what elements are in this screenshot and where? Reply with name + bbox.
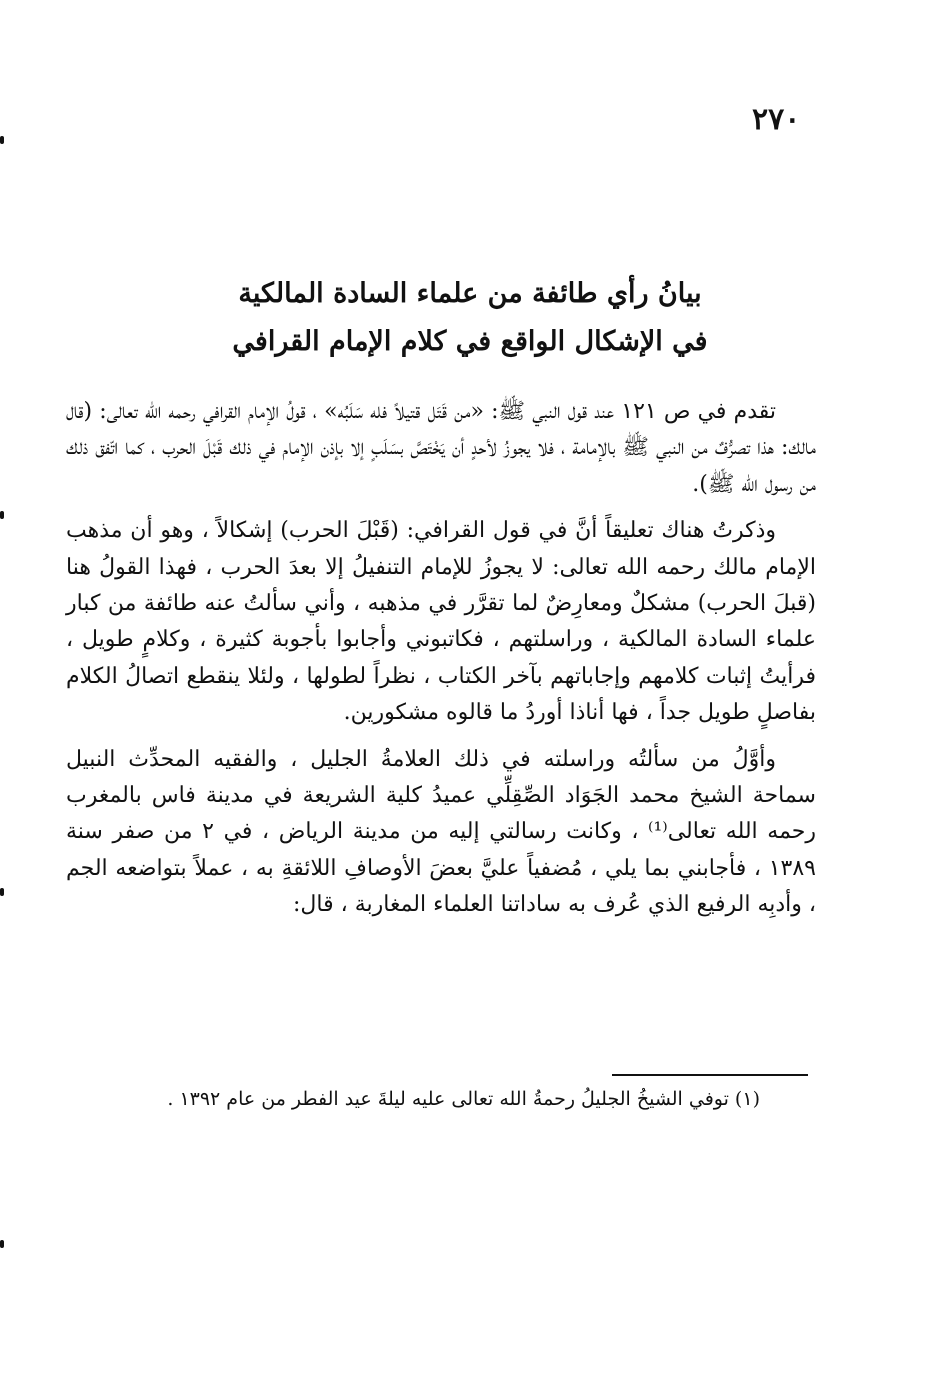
body-text bbox=[66, 394, 816, 934]
scan-edge-mark bbox=[0, 888, 4, 896]
paragraph-3: وأوَّلُ من سألتُه وراسلته في ذلك العلامةُ الجليل ، والفقيه المحدِّث النبيل سماحة الشيخ محمد الجَوَاد الصِّقِلِّي عميدُ كلية الشريعة في مدينة فاس بالمغرب رحمه الله تعالى⁽¹⁾ ، وكانت رسالتي إليه من مدينة الرياض ، في ٢ من صفر سنة ١٣٨٩ ، فأجابني بما يلي ، مُضفياً عليَّ بعضَ الأوصافِ اللائقةِ به ، عملاً بتواضعه الجم ، وأدبِه الرفيع الذي عُرف به ساداتنا العلماء المغاربة ، قال: bbox=[66, 746, 817, 918]
page-number: ٢٧٠ bbox=[752, 102, 801, 137]
footnote-divider bbox=[612, 1074, 808, 1076]
scan-edge-mark bbox=[0, 136, 4, 144]
scan-edge-mark bbox=[0, 511, 4, 519]
chapter-title bbox=[120, 270, 820, 366]
paragraph-2: وذكرتُ هناك تعليقاً أنَّ في قول القرافي: (قَبْلَ الحرب) إشكالاً ، وهو أن مذهب الإمام مالك رحمه الله تعالى: لا يجوزُ للإمام التنفيلُ إلا بعدَ الحرب ، فهذا القولُ هنا (قبلَ الحرب) مشكلٌ ومعارِضٌ لما تقرَّر في مذهبه ، وأني سألتُ عنه طائفة من كبار علماء السادة المالكية ، وراسلتهم ، فكاتبوني وأجابوا بأجوبة كثيرة ، وكلامٍ طويل ، فرأيتُ إثبات كلامهم وإجاباتهم بآخر الكتاب ، نظراً لطولها ، ولئلا ينقطع اتصالُ الكلام بفاصلٍ طويل جداً ، فها أناذا أوردُ ما قالوه مشكورين. bbox=[66, 518, 816, 726]
paragraph-1: تقدم في ص ١٢١ عند قول النبي ﷺ: «من قَتَل قتيلاً فله سَلَبُه» ، قولُ الإمام القرافي رحمه الله تعالى: (قال مالك: هذا تصرُّفٌ من النبي ﷺ بالإمامة ، فلا يجوزُ لأحدٍ أن يَخْتَصَّ بسَلَبٍ إلا بإذن الإمام في ذلك قَبْلَ الحرب ، كما اتّفق ذلك من رسول الله ﷺ). bbox=[66, 399, 816, 497]
chapter-title-line-1: بيانُ رأي طائفة من علماء السادة المالكية bbox=[238, 278, 702, 309]
footnote: (١) توفي الشيخُ الجليلُ رحمةُ الله تعالى عليه ليلةَ عيد الفطر من عام ١٣٩٢ . bbox=[167, 1088, 760, 1110]
chapter-title-line-2: في الإشكال الواقع في كلام الإمام القرافي bbox=[232, 326, 708, 357]
scan-edge-mark bbox=[0, 1240, 4, 1248]
